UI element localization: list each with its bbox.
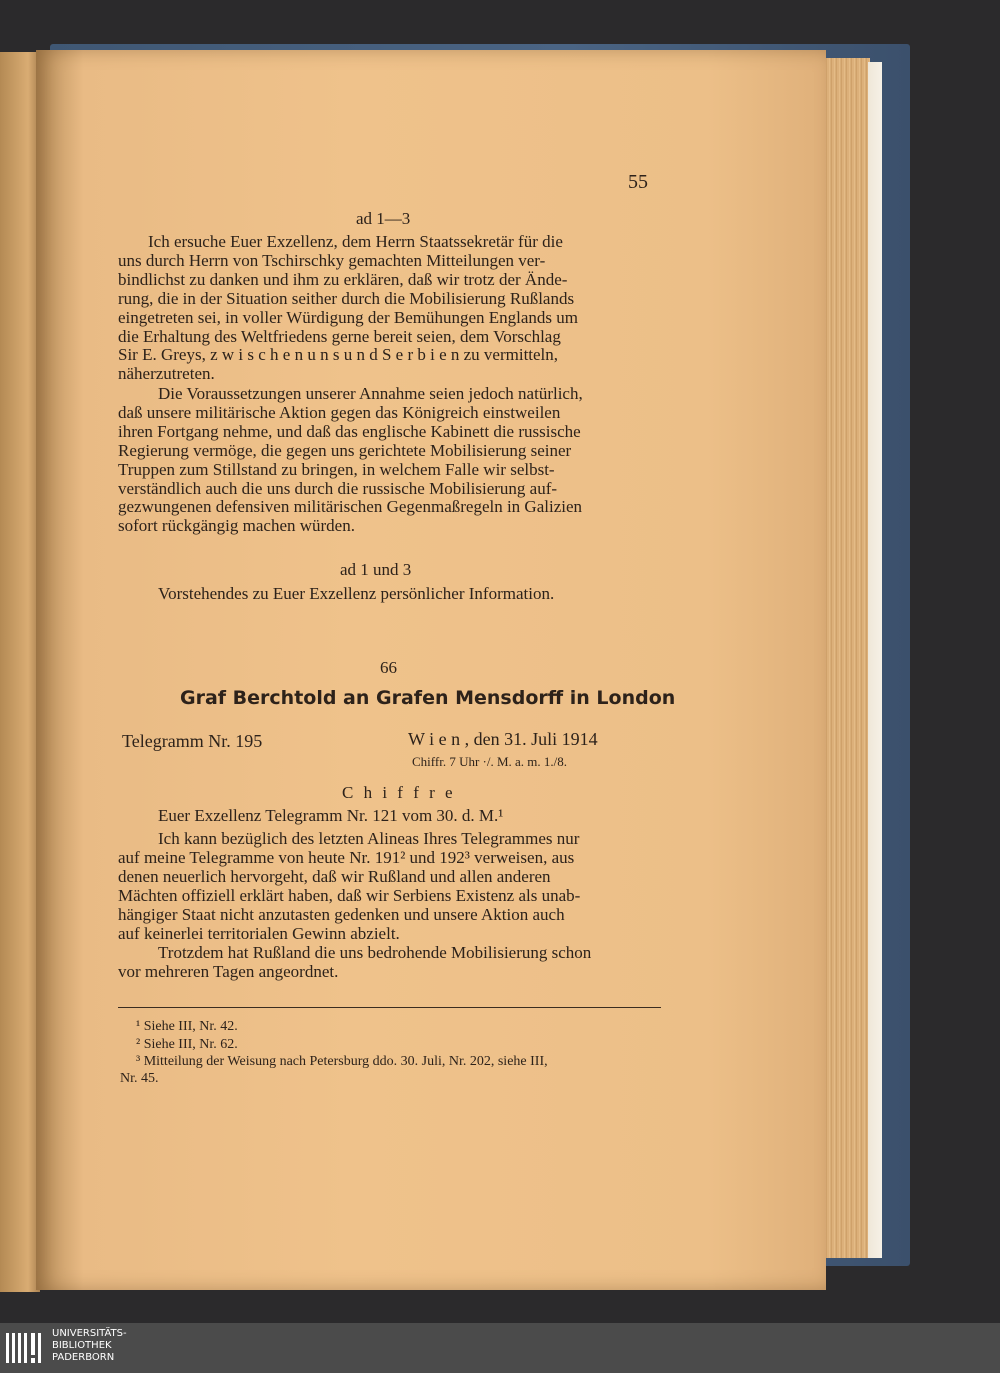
cipher-label: C h i f f r e [342, 783, 456, 802]
text-line: uns durch Herrn von Tschirschky gemachten Mitteilungen ver- [118, 250, 546, 270]
text-line: die Erhaltung des Weltfriedens gerne bereit seien, dem Vorschlag [118, 326, 561, 346]
information-line: Vorstehendes zu Euer Exzellenz persönlicher Information. [158, 584, 555, 603]
cipher-time-note: Chiffr. 7 Uhr ·/. M. a. m. 1./8. [412, 754, 568, 769]
text-line: hängiger Staat nicht anzutasten gedenken und unsere Aktion auch [118, 904, 565, 924]
library-name [52, 1328, 127, 1364]
text-line: Euer Exzellenz Telegramm Nr. 121 vom 30. d. M.¹ [158, 806, 504, 825]
page-number: 55 [628, 171, 648, 193]
text-line: gezwungenen defensiven militärischen Gegenmaßregeln in Galizien [118, 497, 583, 517]
text-line: bindlichst zu danken und ihm zu erklären, daß wir trotz der Ände- [118, 269, 568, 289]
place-and-date: W i e n , den 31. Juli 1914 [408, 729, 598, 749]
paragraph-1 [118, 233, 658, 384]
text-line: Mächten offiziell erklärt haben, daß wir Serbiens Existenz als unab- [118, 885, 581, 905]
text-line: auf meine Telegramme von heute Nr. 191² und 192³ verweisen, aus [118, 847, 575, 867]
library-name-line-1: UNIVERSITÄTS- [52, 1328, 127, 1339]
document-title: Graf Berchtold an Grafen Mensdorff in London [180, 687, 676, 709]
paragraph-2 [118, 385, 658, 536]
section-heading-ad-1-3: ad 1—3 [356, 209, 411, 228]
telegram-number: Telegramm Nr. 195 [122, 731, 263, 751]
paragraph-5 [118, 944, 658, 982]
footnote-2: ² Siehe III, Nr. 62. [136, 1037, 238, 1052]
text-line: rung, die in der Situation seither durch die Mobilisierung Rußlands [118, 288, 575, 308]
library-logo-icon [6, 1331, 42, 1365]
text-line: Ich ersuche Euer Exzellenz, dem Herrn Staatssekretär für die [148, 232, 563, 251]
footnote-divider [118, 1007, 661, 1008]
text-line: Truppen zum Stillstand zu bringen, in welchem Falle wir selbst- [118, 459, 555, 479]
footnote-1: ¹ Siehe III, Nr. 42. [136, 1019, 238, 1034]
text-line: Trotzdem hat Rußland die uns bedrohende Mobilisierung schon [158, 943, 592, 962]
text-line: Ich kann bezüglich des letzten Alineas Ihres Telegrammes nur [158, 829, 580, 848]
text-line: ihren Fortgang nehme, und daß das englische Kabinett die russische [118, 421, 581, 441]
text-line: vor mehreren Tagen angeordnet. [118, 961, 339, 981]
library-name-line-3: PADERBORN [52, 1352, 115, 1363]
paper-edge [868, 62, 882, 1258]
text-line: Sir E. Greys, z w i s c h e n u n s u n d S e r b i e n zu vermitteln, [118, 345, 559, 365]
library-banner [0, 1323, 1000, 1373]
footnote-3: ³ Mitteilung der Weisung nach Petersburg ddo. 30. Juli, Nr. 202, siehe III, [136, 1054, 548, 1069]
text-line: auf keinerlei territorialen Gewinn abzielt. [118, 923, 400, 943]
text-line: eingetreten sei, in voller Würdigung der Bemühungen Englands um [118, 307, 578, 327]
text-line: näherzutreten. [118, 364, 215, 384]
text-line: denen neuerlich hervorgeht, daß wir Rußland und allen anderen [118, 866, 551, 886]
left-page-edge [0, 52, 40, 1292]
library-name-line-2: BIBLIOTHEK [52, 1340, 112, 1351]
paragraph-4 [118, 830, 658, 943]
footnote-3-continuation: Nr. 45. [120, 1071, 159, 1086]
paragraph-3 [118, 807, 658, 826]
section-heading-ad-1-und-3: ad 1 und 3 [340, 560, 412, 579]
document-number: 66 [380, 658, 397, 677]
text-line: daß unsere militärische Aktion gegen das Königreich einstweilen [118, 402, 561, 422]
text-line: Regierung vermöge, die gegen uns gerichtete Mobilisierung seiner [118, 440, 572, 460]
text-line: Die Voraussetzungen unserer Annahme seien jedoch natürlich, [158, 384, 583, 403]
text-line: sofort rückgängig machen würden. [118, 516, 355, 536]
text-line: verständlich auch die uns durch die russische Mobilisierung auf- [118, 478, 558, 498]
